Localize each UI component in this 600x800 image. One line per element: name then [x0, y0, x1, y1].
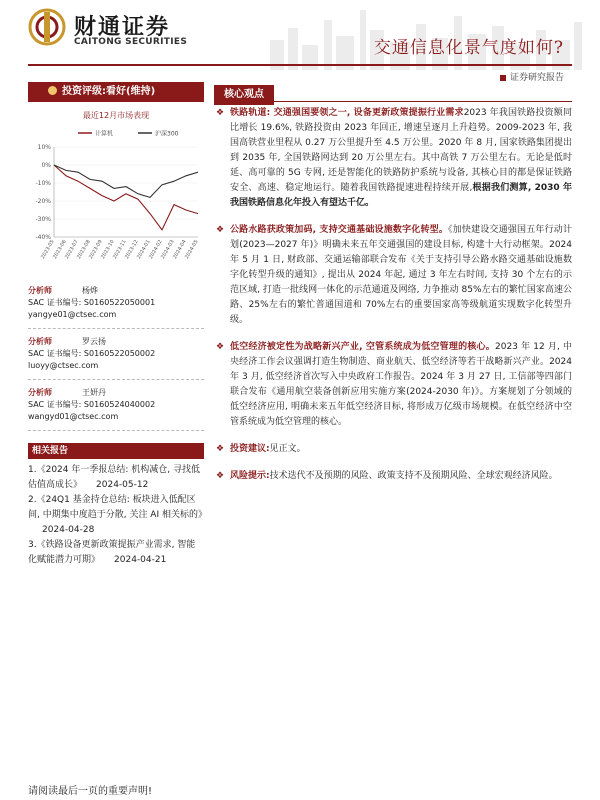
related-report-item[interactable]	[28, 538, 204, 568]
core-view-paragraph	[214, 340, 572, 430]
square-bullet-icon	[500, 75, 506, 81]
header-rule	[28, 64, 572, 66]
related-report-date: 2024-04-21	[114, 555, 167, 565]
x-tick-label: 2024-01	[136, 239, 152, 261]
analyst-role: 分析师	[28, 337, 52, 346]
legend-label: 沪深300	[155, 130, 179, 138]
paragraph-body: 技术迭代不及预期的风险、政策支持不及预期风险、全球宏观经济风险。	[269, 471, 558, 481]
core-views-list	[214, 106, 572, 484]
analyst-name: 罗云扬	[82, 337, 106, 346]
company-logo	[28, 6, 218, 48]
paragraph-lead: 低空经济被定性为战略新兴产业, 空管系统成为低空管理的核心。	[230, 342, 495, 352]
legend-label: 计算机	[95, 130, 114, 138]
rating-banner	[28, 82, 204, 102]
series-line-0	[54, 165, 198, 230]
related-report-title[interactable]: 1.《2024 年一季报总结: 机构减仓, 寻找低估值高成长》	[28, 465, 200, 490]
related-reports-list	[28, 463, 207, 568]
x-tick-label: 2023-09	[88, 239, 104, 261]
related-report-date: 2024-04-28	[42, 525, 95, 535]
caitong-logo-icon	[28, 8, 66, 46]
main-content	[214, 82, 572, 484]
chart-caption: 最近12月市场表现	[82, 111, 150, 120]
x-tick-label: 2023-11	[112, 239, 128, 261]
diamond-bullet-icon: ❖	[216, 342, 225, 352]
analyst-card	[28, 285, 204, 321]
x-tick-label: 2024-04	[172, 239, 188, 261]
related-report-item[interactable]	[28, 463, 204, 493]
x-tick-label: 2024-05	[184, 239, 200, 261]
paragraph-tail: 根据我们测算, 2030 年我国铁路信息化年投入有望达千亿。	[230, 183, 572, 208]
analyst-separator	[28, 328, 204, 329]
x-tick-label: 2024-03	[160, 239, 176, 261]
series-line-1	[54, 165, 198, 197]
rating-text: 投资评级:看好(维持)	[62, 86, 156, 97]
analyst-list	[28, 285, 204, 431]
paragraph-body: 2023 年 12 月, 中央经济工作会议强调打造生物制造、商业航天、低空经济等若干战略新兴产业。2024 年 3 月, 低空经济首次写入中央政府工作报告。2024 年 3 月 27 日, 工信部等四部门联合发布《通用航空装备创新应用实施方案(2024-2030 年)》。方案规划了分领域的低空经济应用, 明确未来五年低空经济目标, 将形成万亿级市场规模。在低空经济中空管系统成为低空管理的核心。	[230, 342, 572, 427]
brand-name-cn: 财通证券	[74, 14, 171, 40]
page-header	[0, 0, 600, 82]
y-tick-label: -10%	[35, 180, 51, 187]
analyst-role: 分析师	[28, 286, 52, 295]
brand-name-en: CAITONG SECURITIES	[74, 37, 188, 47]
x-tick-label: 2023-10	[100, 239, 116, 261]
related-report-date: 2024-05-12	[96, 480, 149, 490]
x-tick-label: 2023-12	[124, 239, 140, 261]
diamond-bullet-icon: ❖	[216, 108, 225, 118]
paragraph-body: 2023 年我国铁路投资额同比增长 19.6%, 铁路投资由 2023 年回正, 增速呈逐月上升趋势。2009-2023 年, 我国高铁营业里程从 0.27 万公里提升至 4.5 万公里。2020 年 8 月, 国家铁路集团提出到 2035 年, 全国铁路网达到 20 万公里左右。其中高铁 7 万公里左右。无论是低时延、高可靠的 5G 专网, 还是智能化的铁路防护系统与设备, 其核心目的都是保证铁路安全、高速、稳定地运行。随着我国铁路提速进程持续开展,	[230, 108, 572, 193]
diamond-bullet-icon: ❖	[216, 225, 225, 235]
paragraph-lead: 风险提示:	[230, 471, 270, 481]
analyst-email[interactable]: wangyd01@ctsec.com	[28, 412, 119, 421]
related-report-item[interactable]	[28, 493, 207, 538]
x-tick-label: 2023-08	[76, 239, 92, 261]
analyst-card	[28, 336, 204, 372]
y-tick-label: -30%	[35, 216, 51, 223]
related-reports-heading: 相关报告	[28, 443, 204, 459]
core-view-paragraph	[214, 223, 572, 328]
related-report-title[interactable]: 3.《铁路设备更新政策提振产业需求, 智能化赋能潜力可期》	[28, 540, 196, 565]
paragraph-lead: 公路水路获政策加码, 支持交通基础设施数字化转型。	[230, 225, 449, 235]
core-views-heading	[214, 82, 572, 102]
analyst-license: SAC 证书编号: S0160524040002	[28, 400, 156, 409]
related-report-title[interactable]: 2.《24Q1 基金持仓总结: 板块进入低配区间, 中期集中度趋于分散, 关注 AI 相关标的》	[28, 495, 207, 520]
market-performance-chart	[28, 125, 204, 277]
x-tick-label: 2023-07	[64, 239, 80, 261]
core-view-paragraph	[214, 469, 572, 484]
analyst-email[interactable]: luoyy@ctsec.com	[28, 361, 99, 370]
y-tick-label: 10%	[37, 144, 51, 151]
analyst-email[interactable]: yangye01@ctsec.com	[28, 310, 117, 319]
analyst-license: SAC 证书编号: S0160522050001	[28, 298, 156, 307]
x-tick-label: 2024-02	[148, 239, 164, 261]
x-tick-label: 2023-05	[40, 239, 56, 261]
paragraph-lead: 铁路轨道: 交通强国要领之一, 设备更新政策提振行业需求	[230, 108, 464, 118]
analyst-name: 王妍丹	[82, 388, 106, 397]
analyst-license: SAC 证书编号: S0160522050002	[28, 349, 156, 358]
paragraph-lead: 投资建议:	[230, 444, 270, 454]
analyst-separator	[28, 430, 204, 431]
diamond-bullet-icon: ❖	[216, 444, 225, 454]
y-tick-label: -40%	[35, 234, 51, 241]
page-footer: 请阅读最后一页的重要声明!	[28, 786, 153, 797]
rating-bullet-icon	[48, 86, 57, 95]
analyst-name: 杨烨	[82, 286, 98, 295]
analyst-card	[28, 387, 204, 423]
paragraph-body: 见正文。	[269, 444, 306, 454]
analyst-role: 分析师	[28, 388, 52, 397]
x-tick-label: 2023-06	[52, 239, 68, 261]
document-title: 交通信息化景气度如何?	[373, 38, 564, 58]
paragraph-body: 《加快建设交通强国五年行动计划(2023—2027 年)》明确未来五年交通强国的建设目标, 构建十大行动框架。2024 年 5 月 1 日, 财政部、交通运输部联合发布《关于支持引导公路水路交通基础设施数字化转型升级的通知》, 提出从 2024 年起, 通过 3 年左右时间, 支持 30 个左右的示范区域, 打造一批线网一体化的示范通道及网络, 力争推动 85%左右的繁忙国家高速公路、25%左右的繁忙普通国道和 70%左右的重要国家高等级航道实现数字化转型升级。	[230, 225, 572, 325]
diamond-bullet-icon: ❖	[216, 471, 225, 481]
y-tick-label: -20%	[35, 198, 51, 205]
core-view-paragraph	[214, 106, 572, 211]
y-tick-label: 0%	[41, 162, 51, 169]
core-views-label: 核心观点	[214, 85, 274, 105]
report-type-label: 证券研究报告	[509, 73, 564, 83]
sidebar	[28, 82, 207, 568]
analyst-separator	[28, 379, 204, 380]
core-view-paragraph	[214, 442, 572, 457]
